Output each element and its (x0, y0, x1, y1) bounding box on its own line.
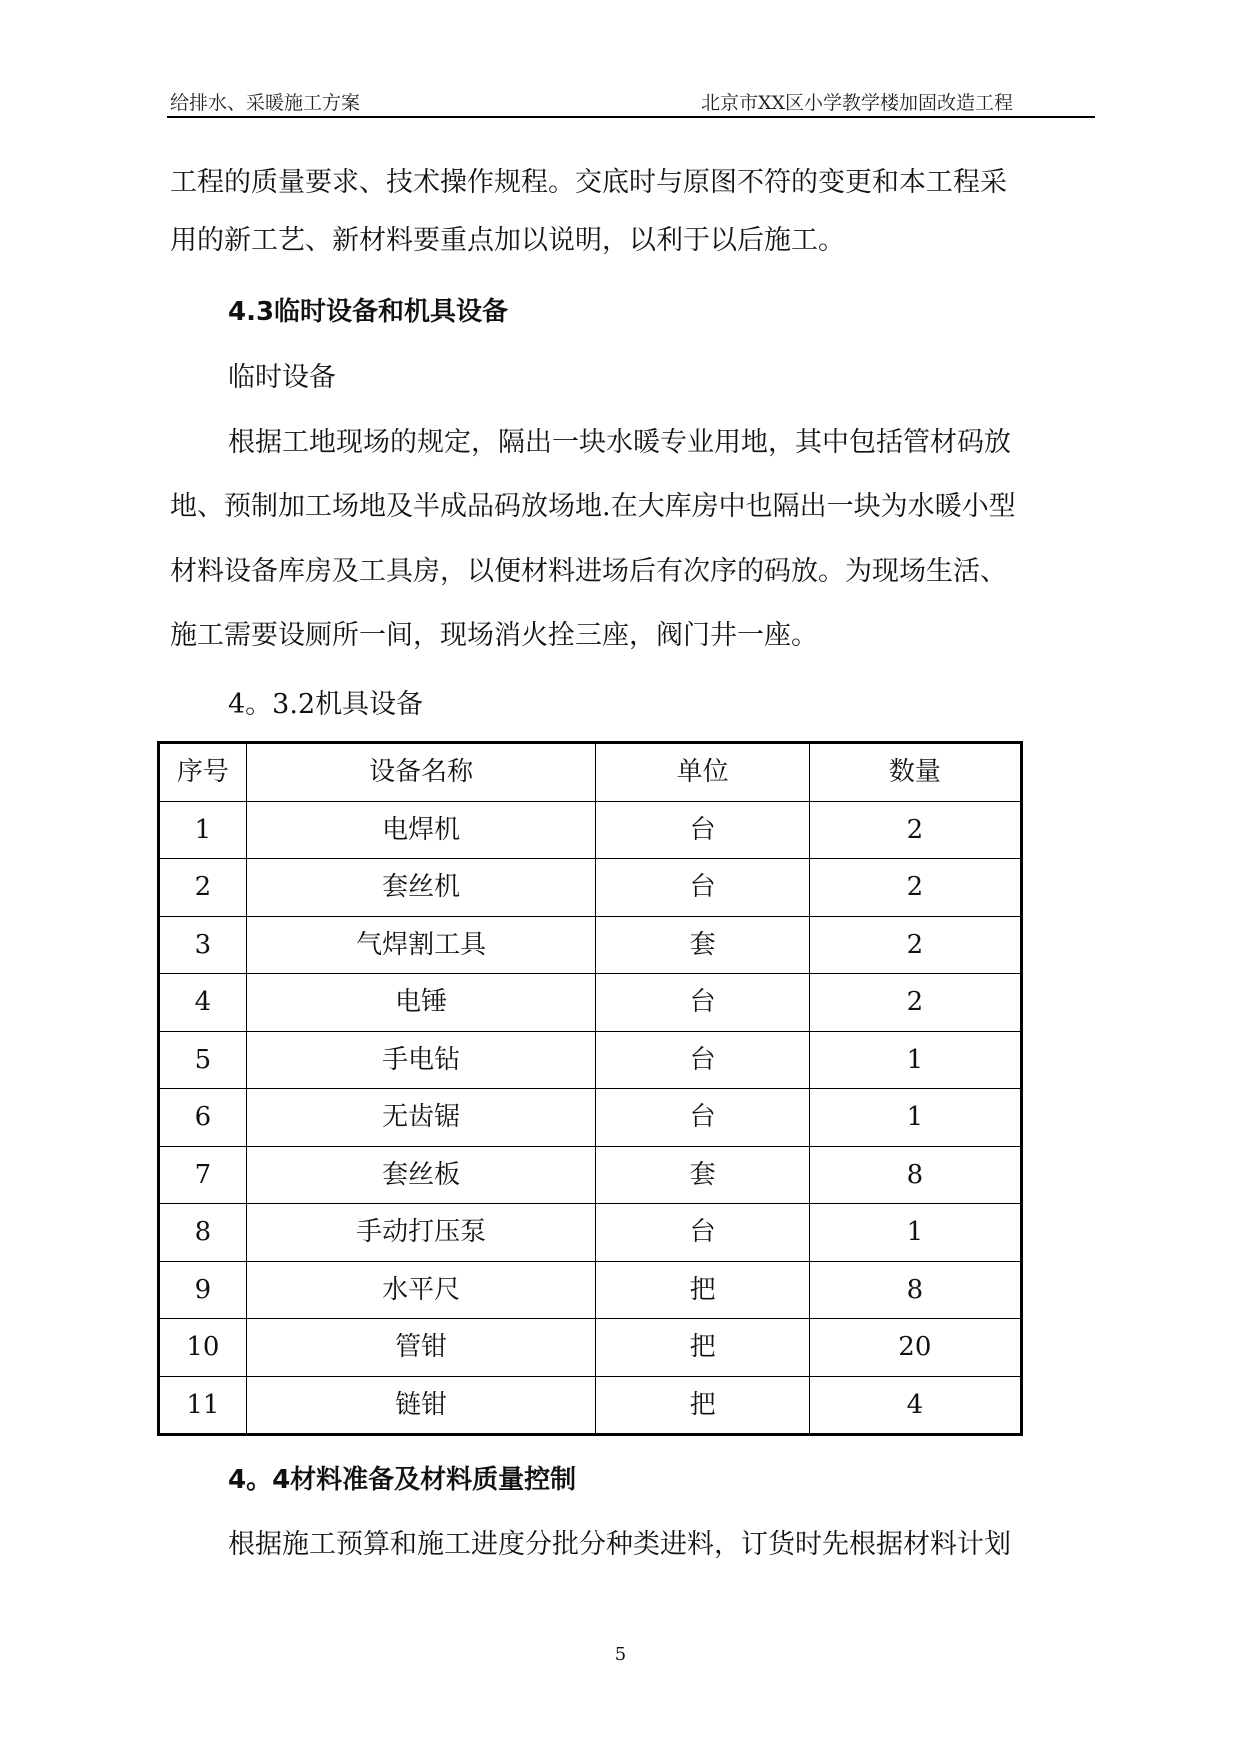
cell-index: 4 (159, 974, 247, 1032)
table-row (159, 1031, 1022, 1089)
cell-index: 5 (159, 1031, 247, 1089)
paragraph-line: 根据施工预算和施工进度分批分种类进料，订货时先根据材料计划 (228, 1529, 1011, 1560)
cell-unit: 套 (596, 1146, 809, 1204)
cell-unit: 台 (596, 1031, 809, 1089)
header-project-title: 北京市XX区小学教学楼加固改造工程 (700, 92, 1013, 114)
cell-unit: 台 (596, 1204, 809, 1262)
cell-quantity: 4 (809, 1376, 1021, 1435)
header-cell-quantity: 数量 (809, 743, 1021, 802)
cell-index: 2 (159, 859, 247, 917)
header-document-title: 给排水、采暖施工方案 (170, 92, 361, 114)
cell-unit: 把 (596, 1376, 809, 1435)
cell-quantity: 20 (809, 1319, 1021, 1377)
cell-index: 11 (159, 1376, 247, 1435)
header-cell-equipment-name: 设备名称 (246, 743, 596, 802)
cell-quantity: 2 (809, 974, 1021, 1032)
page-header (167, 84, 1095, 118)
cell-equipment-name: 电锤 (246, 974, 596, 1032)
cell-index: 9 (159, 1261, 247, 1319)
cell-index: 1 (159, 801, 247, 859)
cell-unit: 把 (596, 1319, 809, 1377)
table-row (159, 1319, 1022, 1377)
paragraph-line: 根据工地现场的规定，隔出一块水暖专业用地，其中包括管材码放 (228, 427, 1011, 458)
cell-quantity: 2 (809, 801, 1021, 859)
section-heading-4-4: 4。4材料准备及材料质量控制 (228, 1465, 577, 1495)
table-row (159, 801, 1022, 859)
cell-unit: 台 (596, 801, 809, 859)
cell-quantity: 8 (809, 1146, 1021, 1204)
cell-equipment-name: 管钳 (246, 1319, 596, 1377)
paragraph-line: 材料设备库房及工具房，以便材料进场后有次序的码放。为现场生活、 (170, 556, 1007, 587)
cell-equipment-name: 电焊机 (246, 801, 596, 859)
paragraph-line: 地、预制加工场地及半成品码放场地.在大库房中也隔出一块为水暖小型 (170, 491, 1016, 522)
header-cell-unit: 单位 (596, 743, 809, 802)
table-header-row (159, 743, 1022, 802)
table-row (159, 1089, 1022, 1147)
subsection-heading-temp-equipment: 临时设备 (228, 362, 336, 393)
paragraph-line: 工程的质量要求、技术操作规程。交底时与原图不符的变更和本工程采 (170, 167, 1007, 198)
cell-equipment-name: 手动打压泵 (246, 1204, 596, 1262)
cell-unit: 把 (596, 1261, 809, 1319)
cell-index: 10 (159, 1319, 247, 1377)
cell-index: 6 (159, 1089, 247, 1147)
cell-quantity: 2 (809, 916, 1021, 974)
cell-equipment-name: 气焊割工具 (246, 916, 596, 974)
cell-equipment-name: 套丝机 (246, 859, 596, 917)
cell-quantity: 2 (809, 859, 1021, 917)
subsection-heading-4-3-2: 4。3.2机具设备 (228, 689, 424, 720)
cell-index: 3 (159, 916, 247, 974)
cell-quantity: 8 (809, 1261, 1021, 1319)
table-row (159, 859, 1022, 917)
table-row (159, 1146, 1022, 1204)
table-row (159, 974, 1022, 1032)
cell-equipment-name: 套丝板 (246, 1146, 596, 1204)
cell-unit: 套 (596, 916, 809, 974)
page-number: 5 (614, 1644, 627, 1665)
cell-index: 7 (159, 1146, 247, 1204)
cell-index: 8 (159, 1204, 247, 1262)
cell-quantity: 1 (809, 1031, 1021, 1089)
table-row (159, 1376, 1022, 1435)
cell-quantity: 1 (809, 1089, 1021, 1147)
cell-unit: 台 (596, 859, 809, 917)
cell-equipment-name: 无齿锯 (246, 1089, 596, 1147)
paragraph-line: 用的新工艺、新材料要重点加以说明，以利于以后施工。 (170, 225, 845, 256)
cell-equipment-name: 手电钻 (246, 1031, 596, 1089)
cell-unit: 台 (596, 1089, 809, 1147)
cell-equipment-name: 链钳 (246, 1376, 596, 1435)
table-row (159, 1204, 1022, 1262)
cell-unit: 台 (596, 974, 809, 1032)
cell-equipment-name: 水平尺 (246, 1261, 596, 1319)
table-row (159, 1261, 1022, 1319)
cell-quantity: 1 (809, 1204, 1021, 1262)
table-row (159, 916, 1022, 974)
paragraph-line: 施工需要设厕所一间，现场消火拴三座，阀门井一座。 (170, 620, 818, 651)
section-heading-4-3: 4.3临时设备和机具设备 (228, 297, 509, 327)
equipment-table (157, 741, 1023, 1436)
header-cell-index: 序号 (159, 743, 247, 802)
